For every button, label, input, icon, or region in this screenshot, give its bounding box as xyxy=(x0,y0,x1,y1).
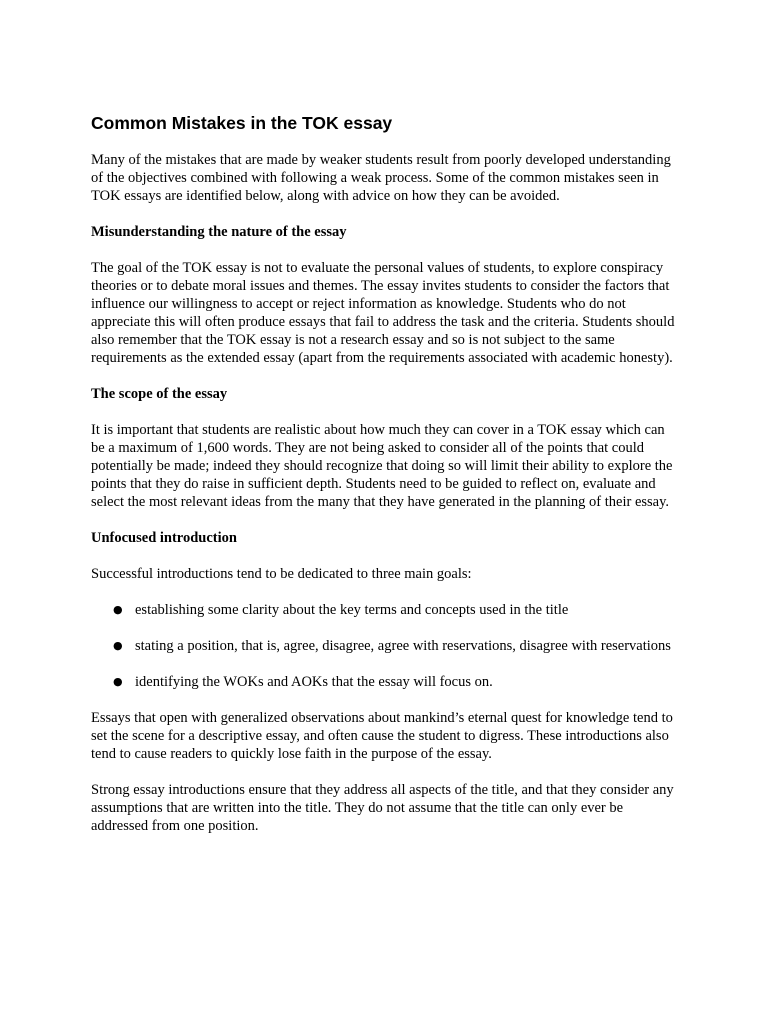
introduction-followup-paragraph: Essays that open with generalized observations about mankind’s eternal quest for knowledge tend to set the scene for a descriptive essay, and often cause the student to digress. These introductions also tend to cause readers to quickly lose faith in the purpose of the essay. xyxy=(91,710,673,762)
document-title: Common Mistakes in the TOK essay xyxy=(91,113,393,133)
document-body xyxy=(91,151,681,853)
intro-paragraph: Many of the mistakes that are made by weaker students result from poorly developed understanding of the objectives combined with following a weak process. Some of the common mistakes seen in TOK essays are identified below, along with advice on how they can be avoided. xyxy=(91,152,671,204)
bullet-item xyxy=(91,673,681,691)
bullet-icon: ● xyxy=(113,603,123,616)
bullet-text: identifying the WOKs and AOKs that the essay will focus on. xyxy=(135,674,493,690)
bullet-icon: ● xyxy=(113,639,123,652)
bullet-icon: ● xyxy=(113,675,123,688)
section-heading-nature: Misunderstanding the nature of the essay xyxy=(91,224,347,240)
section-paragraph-nature: The goal of the TOK essay is not to evaluate the personal values of students, to explore conspiracy theories or to debate moral issues and themes. The essay invites students to consider the factors that influence our willingness to accept or reject information as knowledge. Students who do not appreciate this will often produce essays that fail to address the task and the criteria. Students should also remember that the TOK essay is not a research essay and so is not subject to the same requirements as the extended essay (apart from the requirements associated with academic honesty). xyxy=(91,260,675,366)
bullet-item xyxy=(91,637,681,655)
section-paragraph-introduction: Successful introductions tend to be dedicated to three main goals: xyxy=(91,566,472,582)
bullet-item xyxy=(91,601,681,619)
section-heading-scope: The scope of the essay xyxy=(91,386,228,402)
goals-bullet-list xyxy=(91,601,681,691)
section-paragraph-scope: It is important that students are realistic about how much they can cover in a TOK essay which can be a maximum of 1,600 words. They are not being asked to consider all of the points that could potentially be made; indeed they should recognize that doing so will limit their ability to explore the points that they do raise in sufficient depth. Students need to be guided to reflect on, evaluate and select the most relevant ideas from the many that they have generated in the planning of their essay. xyxy=(91,422,673,510)
strong-introduction-paragraph: Strong essay introductions ensure that they address all aspects of the title, and that they consider any assumptions that are written into the title. They do not assume that the title can only ever be addressed from one position. xyxy=(91,782,674,834)
bullet-text: stating a position, that is, agree, disagree, agree with reservations, disagree with reservations xyxy=(135,638,671,654)
bullet-text: establishing some clarity about the key terms and concepts used in the title xyxy=(135,602,569,618)
section-heading-introduction: Unfocused introduction xyxy=(91,530,237,546)
